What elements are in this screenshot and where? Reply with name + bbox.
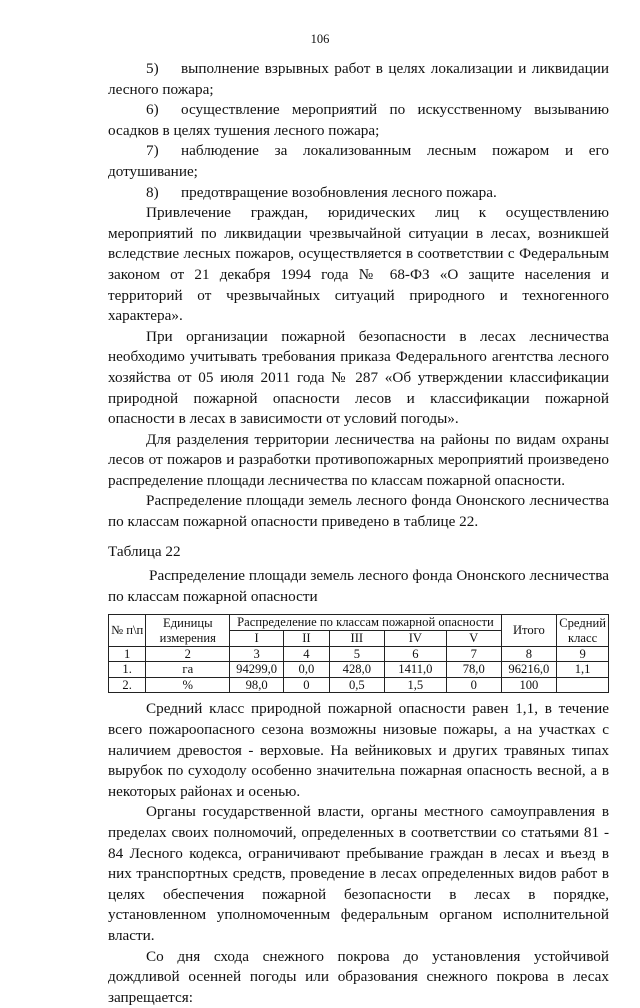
table-cell: 0 — [283, 677, 329, 693]
list-item-number: 7) — [146, 142, 159, 160]
list-item-number: 8) — [146, 183, 159, 201]
table-cell — [557, 677, 609, 693]
table-index-row — [109, 646, 609, 662]
list-item-number: 6) — [146, 101, 159, 119]
table-cell: 1411,0 — [384, 662, 446, 678]
paragraph: Распределение площади земель лесного фонда Ононского лесничества по классам пожарной опасности приведено в таблице 22. — [108, 492, 609, 531]
list-item-number: 5) — [146, 60, 159, 77]
table-cell: 2 — [146, 646, 230, 662]
paragraph: Для разделения территории лесничества на районы по видам охраны лесов от пожаров и разработки противопожарных мероприятий произведено распределение площади лесничества по классам пожарной опасности. — [108, 430, 609, 489]
header-class: II — [283, 631, 329, 647]
table-cell: 7 — [446, 646, 501, 662]
table-row — [109, 662, 609, 678]
table-cell: 78,0 — [446, 662, 501, 678]
list-item — [108, 59, 609, 100]
paragraph: Со дня схода снежного покрова до установления устойчивой дождливой осенней погоды или образования снежного покрова в лесах запрещается: — [108, 947, 609, 1006]
table-cell: 6 — [384, 646, 446, 662]
paragraph: Средний класс природной пожарной опасности равен 1,1, в течение всего пожароопасного сезона возможны низовые пожары, а на участках с наличием древостоя - верховые. На вейниковых и других травяных типах вырубок по суходолу особенно значительна пожарная опасность весной, а в некоторых районах и осенью. — [108, 700, 609, 800]
table-cell: 0 — [446, 677, 501, 693]
table-cell: 1,1 — [557, 662, 609, 678]
table-cell: 1. — [109, 662, 146, 678]
header-avg-class: Средний класс — [557, 615, 609, 646]
header-class: I — [230, 631, 284, 647]
table-cell: % — [146, 677, 230, 693]
header-unit: Единицы измерения — [146, 615, 230, 646]
table-cell: 1 — [109, 646, 146, 662]
table-row — [109, 677, 609, 693]
table-cell: 0,0 — [283, 662, 329, 678]
table-cell: 100 — [501, 677, 557, 693]
table-cell: 1,5 — [384, 677, 446, 693]
table-cell: 96216,0 — [501, 662, 557, 678]
list-item-text: выполнение взрывных работ в целях локализации и ликвидации лесного пожара; — [108, 60, 609, 98]
document-body — [108, 59, 609, 1008]
table-header-row — [109, 615, 609, 631]
table-cell: 0,5 — [329, 677, 384, 693]
paragraph: При организации пожарной безопасности в лесах лесничества необходимо учитывать требования приказа Федерального агентства лесного хозяйства от 05 июля 2011 года № 287 «Об утверждении классификации природной пожарной опасности лесов и классификации пожарной опасности в лесах в зависимости от условий погоды». — [108, 327, 609, 428]
table-cell: 5 — [329, 646, 384, 662]
header-class: III — [329, 631, 384, 647]
paragraph: Органы государственной власти, органы местного самоуправления в пределах своих полномочий, определенных в соответствии со статьями 81 - 84 Лесного кодекса, ограничивают пребывание граждан в лесах и въезд в них транспортных средств, проведение в лесах определенных видов работ в целях обеспечения пожарной безопасности в лесах в порядке, установленном уполномоченным федеральным органом исполнительной власти. — [108, 803, 609, 944]
header-num: № п\п — [109, 615, 146, 646]
list-item — [108, 183, 609, 204]
list-item-text: осуществление мероприятий по искусственному вызыванию осадков в целях тушения лесного пожара; — [108, 101, 609, 139]
header-distribution: Распределение по классам пожарной опасности — [230, 615, 501, 631]
table-caption: Таблица 22 — [108, 542, 181, 560]
header-class: IV — [384, 631, 446, 647]
header-total: Итого — [501, 615, 557, 646]
table-cell: 8 — [501, 646, 557, 662]
list-item-text: наблюдение за локализованным лесным пожаром и его дотушивание; — [108, 142, 609, 180]
header-class: V — [446, 631, 501, 647]
table-title: Распределение площади земель лесного фонда Ононского лесничества по классам пожарной опасности — [108, 567, 609, 605]
table-cell: 428,0 — [329, 662, 384, 678]
table-cell: га — [146, 662, 230, 678]
fire-class-table — [108, 614, 609, 693]
table-cell: 9 — [557, 646, 609, 662]
list-item — [108, 100, 609, 141]
table-cell: 94299,0 — [230, 662, 284, 678]
table-cell: 4 — [283, 646, 329, 662]
paragraph: Привлечение граждан, юридических лиц к осуществлению мероприятий по ликвидации чрезвычайной ситуации в лесах, возникшей вследствие лесных пожаров, осуществляется в соответствии с Федеральным законом от 21 декабря 1994 года № 68-ФЗ «О защите населения и территорий от чрезвычайных ситуаций природного и техногенного характера». — [108, 204, 609, 325]
table-cell: 2. — [109, 677, 146, 693]
list-item — [108, 141, 609, 182]
table-cell: 98,0 — [230, 677, 284, 693]
page-number: 106 — [310, 32, 330, 46]
table-cell: 3 — [230, 646, 284, 662]
list-item-text: предотвращение возобновления лесного пожара. — [181, 183, 497, 201]
